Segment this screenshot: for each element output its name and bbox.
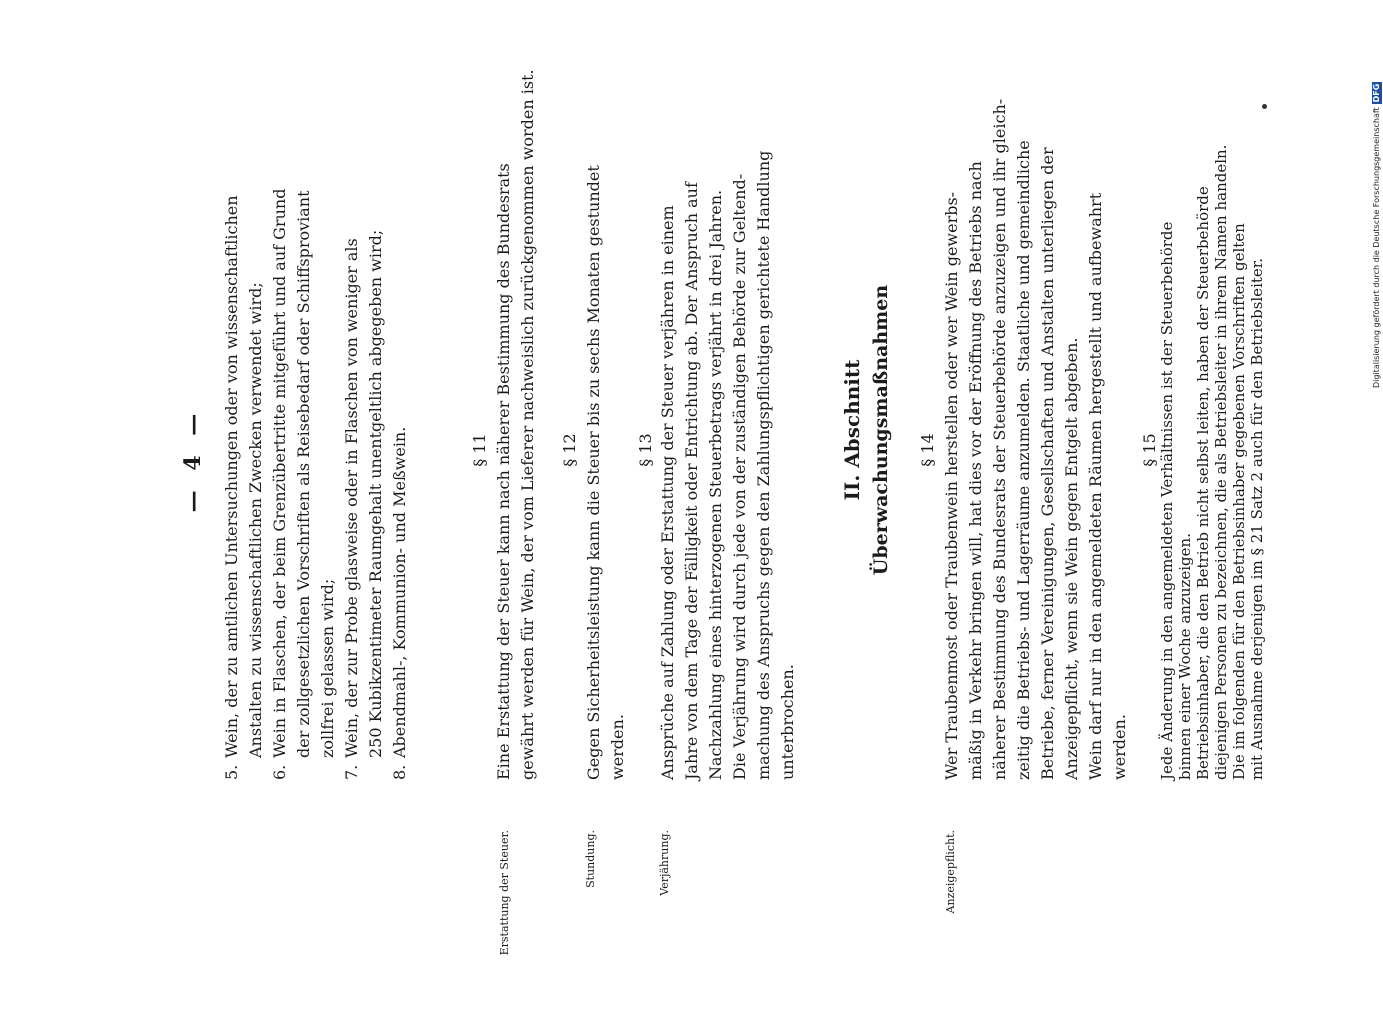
margin-note-erstattung: Erstattung der Steuer.	[498, 830, 511, 956]
text-line: Wer Traubenmost oder Traubenwein herstellen oder wer Wein gewerbs-	[942, 191, 961, 780]
text-line: Jede Änderung in den angemeldeten Verhältnissen ist der Steuerbehörde	[1158, 221, 1176, 780]
rotated-page-content	[180, 69, 1270, 956]
list-item-number: 6.	[270, 764, 289, 780]
text-line: Betriebe, ferner Vereinigungen, Gesellschaften und Anstalten unterliegen der	[1038, 147, 1057, 780]
section-14-text	[940, 98, 1132, 780]
list-item-6	[268, 120, 340, 780]
section-15-heading: § 15	[1140, 433, 1159, 467]
section-12-text	[582, 120, 630, 780]
section-11-heading: § 11	[470, 433, 489, 467]
text-line: der zollgesetzlichen Vorschriften als Reisebedarf oder Schiffsproviant	[294, 190, 313, 758]
text-line: Betriebsinhaber, die den Betrieb nicht selbst leiten, haben der Steuerbehörde	[1194, 186, 1212, 780]
list-item-8	[388, 120, 412, 780]
section-12-heading: § 12	[560, 433, 579, 467]
section-subtitle: Überwachungsmaßnahmen	[870, 284, 892, 576]
list-item-number: 5.	[222, 764, 241, 780]
section-13-heading: § 13	[636, 433, 655, 467]
text-line: Anzeigepflicht, wenn sie Wein gegen Entgelt abgeben.	[1062, 337, 1081, 780]
text-line: gewährt werden für Wein, der vom Lieferer nachweislich zurückgenommen worden ist.	[518, 69, 537, 780]
margin-note-stundung: Stundung.	[584, 830, 597, 888]
dfg-logo: DFG	[1372, 83, 1381, 103]
text-line: näherer Bestimmung des Bundesrats der Steuerbehörde anzuzeigen und ihr gleich-	[990, 98, 1009, 780]
text-line: werden.	[608, 714, 627, 780]
list-item-5	[220, 120, 268, 780]
margin-note-anzeigepflicht: Anzeigepflicht.	[944, 830, 957, 914]
list-item-number: 7.	[342, 764, 361, 780]
scan-speck	[1262, 104, 1267, 109]
text-line: Nachzahlung eines hinterzogenen Steuerbetrags verjährt in drei Jahren.	[706, 189, 725, 780]
text-line: mäßig in Verkehr bringen will, hat dies vor der Eröffnung des Betriebs nach	[966, 161, 985, 780]
margin-note-verjaehrung: Verjährung.	[658, 830, 671, 896]
text-line: zeitig die Betriebs- und Lagerräume anzumelden. Staatliche und gemeindliche	[1014, 140, 1033, 780]
text-line: Wein, der zu amtlichen Untersuchungen oder von wissenschaftlichen	[222, 195, 241, 758]
text-line: Wein in Flaschen, der beim Grenzübertritte mitgeführt und auf Grund	[270, 188, 289, 758]
text-line: Gegen Sicherheitsleistung kann die Steuer bis zu sechs Monaten gestundet	[584, 165, 603, 780]
text-line: werden.	[1110, 714, 1129, 780]
text-line: machung des Anspruchs gegen den Zahlungspflichtigen gerichtete Handlung	[754, 150, 773, 780]
list-item-7	[340, 120, 388, 780]
numbered-list	[220, 120, 412, 780]
page-number: — 4 —	[180, 407, 206, 513]
text-line: Die Verjährung wird durch jede von der zuständigen Behörde zur Geltend-	[730, 173, 749, 780]
digitization-note-text: Digitalisierung gefördert durch die Deutsche Forschungsgemeinschaft	[1372, 107, 1381, 388]
section-14-heading: § 14	[918, 433, 937, 467]
text-line: Ansprüche auf Zahlung oder Erstattung der Steuer verjähren in einem	[658, 205, 677, 780]
section-11-text	[492, 69, 540, 780]
text-line: Jahre von dem Tage der Fälligkeit oder Entrichtung ab. Der Anspruch auf	[682, 182, 701, 780]
section-13-text	[656, 120, 800, 780]
list-item-number: 8.	[390, 764, 409, 780]
text-line: mit Ausnahme derjenigen im § 21 Satz 2 auch für den Betriebsleiter.	[1248, 257, 1266, 780]
text-line: binnen einer Woche anzuzeigen.	[1176, 533, 1194, 780]
text-line: Wein, der zur Probe glasweise oder in Flaschen von weniger als	[342, 238, 361, 758]
text-line: Die im folgenden für den Betriebsinhaber gegebenen Vorschriften gelten	[1230, 223, 1248, 780]
text-line: diejenigen Personen zu bezeichnen, die als Betriebsleiter in ihrem Namen handeln.	[1212, 144, 1230, 780]
text-line: Wein darf nur in den angemeldeten Räumen hergestellt und aufbewahrt	[1086, 192, 1105, 780]
text-line: zollfrei gelassen wird;	[318, 578, 337, 758]
text-line: unterbrochen.	[778, 664, 797, 780]
digitization-note	[1372, 8, 1382, 388]
text-line: Abendmahl-, Kommunion- und Meßwein.	[390, 426, 409, 758]
text-line: Anstalten zu wissenschaftlichen Zwecken verwendet wird;	[246, 282, 265, 758]
text-line: Eine Erstattung der Steuer kann nach näherer Bestimmung des Bundesrats	[494, 163, 513, 780]
section-title: II. Abschnitt	[840, 359, 864, 501]
text-line: 250 Kubikzentimeter Raumgehalt unentgeltlich abgegeben wird;	[366, 229, 385, 758]
section-15-text	[1158, 120, 1266, 780]
